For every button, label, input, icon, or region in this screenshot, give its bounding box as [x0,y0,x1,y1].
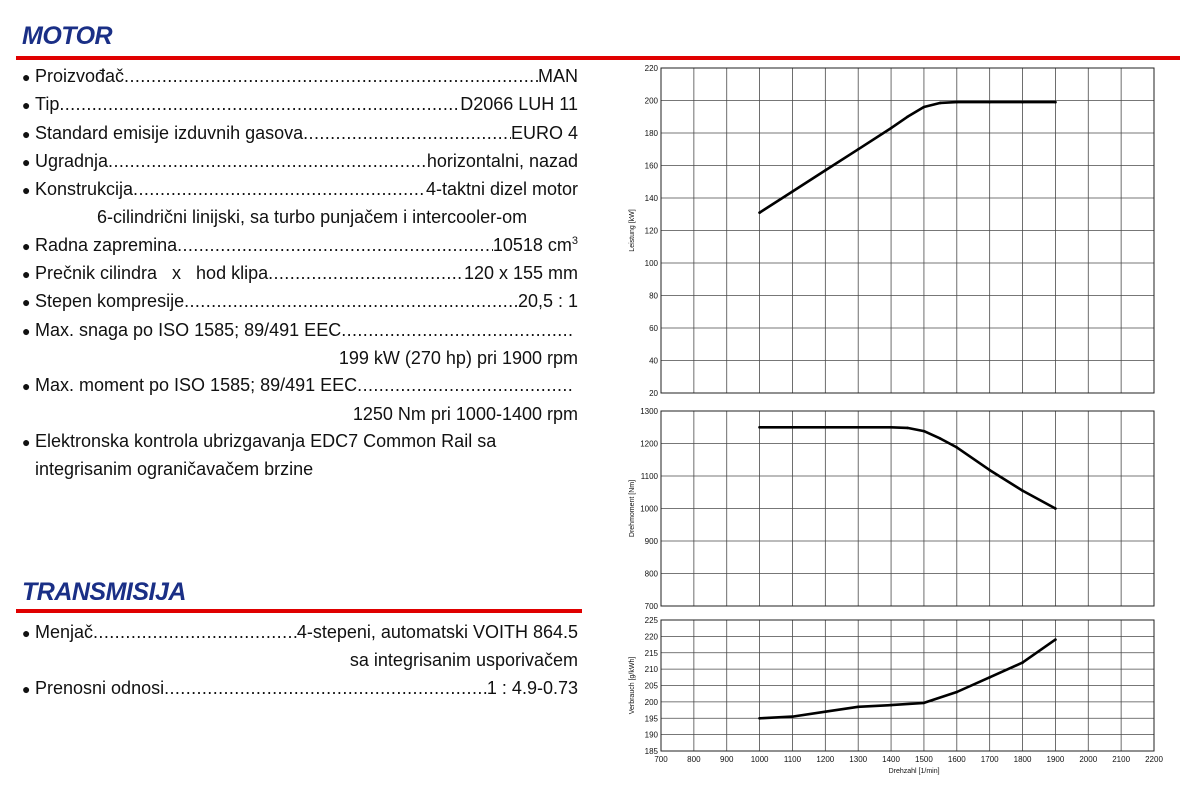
chart-x-tick-label: 1200 [816,755,835,764]
chart-y-tick-label: 80 [649,291,658,301]
spec-item-odnosi [22,675,578,703]
spec-item-zapremina [22,232,578,260]
dot-leader [341,317,574,344]
spec-text: Elektronska kontrola ubrizgavanja EDC7 Common Rail sa [35,430,497,451]
chart-data-point [890,704,893,707]
chart-y-tick-label: 220 [644,632,658,642]
bullet-icon: ● [22,69,31,85]
chart-y-tick-label: 210 [644,665,658,675]
bullet-icon: ● [22,322,31,339]
chart-data-point [988,101,991,104]
chart-x-tick-label: 1900 [1046,755,1065,764]
chart-y-tick-label: 1100 [640,472,658,481]
chart-data-point [857,148,860,151]
chart-x-tick-label: 800 [687,755,701,764]
spec-value: 4-stepeni, automatski VOITH 864.5 [296,622,578,642]
chart-y-tick-label: 180 [644,129,658,138]
chart-data-point [758,211,761,214]
spec-value: MAN [538,66,578,86]
chart-y-tick-label: 200 [644,96,658,106]
chart-data-point [906,427,909,430]
spec-value: 120 x 155 mm [463,263,578,284]
chart-data-point [1054,101,1057,104]
chart-y-tick-label: 1000 [640,504,658,514]
chart-y-tick-label: 900 [644,537,658,546]
dot-leader [93,619,297,646]
chart-data-point [956,101,959,104]
dot-leader [133,176,426,203]
chart-y-tick-label: 40 [649,356,658,366]
chart-x-tick-label: 2000 [1079,755,1098,764]
chart-data-point [1054,507,1057,510]
chart-x-tick-label: 1800 [1013,755,1032,764]
dot-leader [108,148,427,175]
chart-x-tick-label: 1100 [783,755,802,764]
spec-label: Radna zapremina [35,234,178,255]
chart-y-tick-label: 215 [644,648,658,658]
chart-data-point [890,426,893,429]
chart-y-tick-label: 100 [644,259,658,268]
chart-y-tick-label: 1300 [640,407,658,416]
chart-series-line [760,427,1056,508]
spec-label: Ugradnja [35,150,109,171]
chart-data-point [1021,101,1024,104]
spec-value [493,232,578,259]
chart-data-point [890,127,893,130]
chart-data-point [1054,638,1057,641]
bullet-icon: ● [22,433,31,450]
chart-x-tick-label: 1700 [980,755,999,764]
dot-leader [124,63,538,90]
spec-item-tip [22,91,578,119]
bullet-icon: ● [22,625,31,641]
chart-series-line [760,102,1056,213]
bullet-icon: ● [22,125,31,142]
chart-y-tick-label: 195 [644,714,658,724]
chart-y-tick-label: 205 [644,681,658,691]
spec-value: 199 kW (270 hp) pri 1900 rpm [338,347,578,368]
bullet-icon: ● [22,97,31,114]
bullet-icon: ● [22,182,31,199]
spec-item-precnik [22,260,578,288]
transmisija-divider [16,609,582,613]
spec-value: 1 : 4.9-0.73 [486,677,578,698]
spec-label: Stepen kompresije [35,291,185,312]
chart-data-point [906,115,909,118]
spec-item-kompresija [22,288,578,316]
chart-data-point [988,676,991,679]
chart-data-point [923,430,926,433]
spec-item-ugradnja [22,148,578,176]
chart-y-tick-label: 700 [644,602,658,611]
chart-data-point [923,702,926,705]
chart-data-point [824,426,827,429]
chart-y-tick-label: 60 [649,324,658,333]
spec-item-proizvodjac [22,63,578,91]
chart-y-axis-label: Drehmoment [Nm] [629,479,636,538]
spec-item-menjac [22,619,578,675]
spec-label: Menjač [35,622,94,642]
dot-leader [164,675,487,702]
chart-data-point [824,710,827,713]
chart-y-tick-label: 160 [644,161,658,171]
chart-y-tick-label: 20 [649,389,658,398]
spec-label: Konstrukcija [35,179,134,200]
chart-data-point [857,705,860,708]
dot-leader [184,288,518,315]
transmisija-spec-list [22,619,578,703]
spec-value: 1250 Nm pri 1000-1400 rpm [352,403,578,424]
chart-y-tick-label: 220 [644,64,658,73]
bullet-icon: ● [22,237,31,254]
chart-x-tick-label: 900 [720,755,734,764]
chart-y-tick-label: 1200 [640,439,658,449]
chart-x-tick-label: 1600 [947,755,966,764]
spec-value: horizontalni, nazad [426,150,578,171]
chart-x-tick-label: 700 [654,755,668,764]
spec-value: 20,5 : 1 [517,291,578,312]
dot-leader [303,120,511,147]
chart-data-point [939,102,942,105]
chart-x-tick-label: 2100 [1112,755,1131,764]
spec-item-emisija [22,120,578,148]
chart-data-point [791,426,794,429]
chart-data-point [758,717,761,720]
chart-series-line [760,640,1056,719]
spec-value: D2066 LUH 11 [460,94,578,115]
chart-y-tick-label: 200 [644,697,658,707]
chart-data-point [758,426,761,429]
spec-label: Proizvođač [35,66,125,86]
dot-leader [177,232,493,259]
transmisija-section-title: TRANSMISIJA [22,578,186,606]
chart-y-tick-label: 800 [644,569,658,579]
chart-data-point [956,446,959,449]
bullet-icon: ● [22,153,31,170]
chart-data-point [791,715,794,718]
spec-item-moment [22,372,578,428]
spec-item-konstrukcija [22,176,578,232]
chart-data-point [923,106,926,109]
dot-leader [357,372,574,399]
spec-label: Tip [35,94,60,115]
spec-label: Prenosni odnosi [35,677,165,698]
chart-x-tick-label: 1000 [750,755,769,764]
dot-leader [59,91,460,118]
spec-item-snaga [22,317,578,373]
chart-data-point [1021,489,1024,492]
bullet-icon: ● [22,294,31,311]
bullet-icon: ● [22,378,31,395]
spec-value-continued: 6-cilindrični linijski, sa turbo punjačem i intercooler-om [97,207,528,228]
superscript-exponent: 3 [571,234,578,247]
chart-y-tick-label: 225 [644,616,658,625]
bullet-icon: ● [22,680,31,697]
chart-y-axis-label: Leistung [kW] [629,209,636,252]
spec-value-continued: sa integrisanim usporivačem [349,650,578,671]
spec-text-continued: integrisanim ograničavačem brzine [35,459,314,480]
motor-section-title: MOTOR [22,22,113,50]
chart-data-point [956,691,959,694]
chart-data-point [939,437,942,440]
dot-leader [268,260,464,287]
chart-x-tick-label: 1500 [915,755,933,764]
chart-data-point [791,190,794,193]
chart-data-point [988,469,991,472]
chart-y-tick-label: 120 [644,226,658,236]
chart-data-point [1021,661,1024,664]
chart-y-tick-label: 185 [644,747,658,756]
spec-label: Max. snaga po ISO 1585; 89/491 EEC [35,319,342,340]
spec-value: EURO 4 [510,122,578,143]
spec-label: Max. moment po ISO 1585; 89/491 EEC [35,375,358,396]
chart-x-tick-label: 1300 [849,755,868,764]
spec-item-kontrola [22,428,578,484]
motor-spec-list [22,63,578,483]
engine-performance-charts [618,60,1193,785]
chart-data-point [857,426,860,429]
chart-data-point [824,169,827,172]
chart-x-tick-label: 1400 [882,755,900,764]
spec-label: Standard emisije izduvnih gasova [35,122,304,143]
chart-x-tick-label: 2200 [1145,755,1163,764]
spec-value-text: 10518 cm [492,234,572,255]
bullet-icon: ● [22,266,31,283]
chart-y-tick-label: 140 [644,194,658,203]
chart-y-axis-label: Verbrauch [g/kWh] [629,656,636,715]
spec-value: 4-taktni dizel motor [425,179,578,200]
chart-x-axis-label: Drehzahl [1/min] [888,768,940,775]
spec-label: Prečnik cilindra x hod klipa [35,263,269,284]
chart-y-tick-label: 190 [644,730,658,740]
